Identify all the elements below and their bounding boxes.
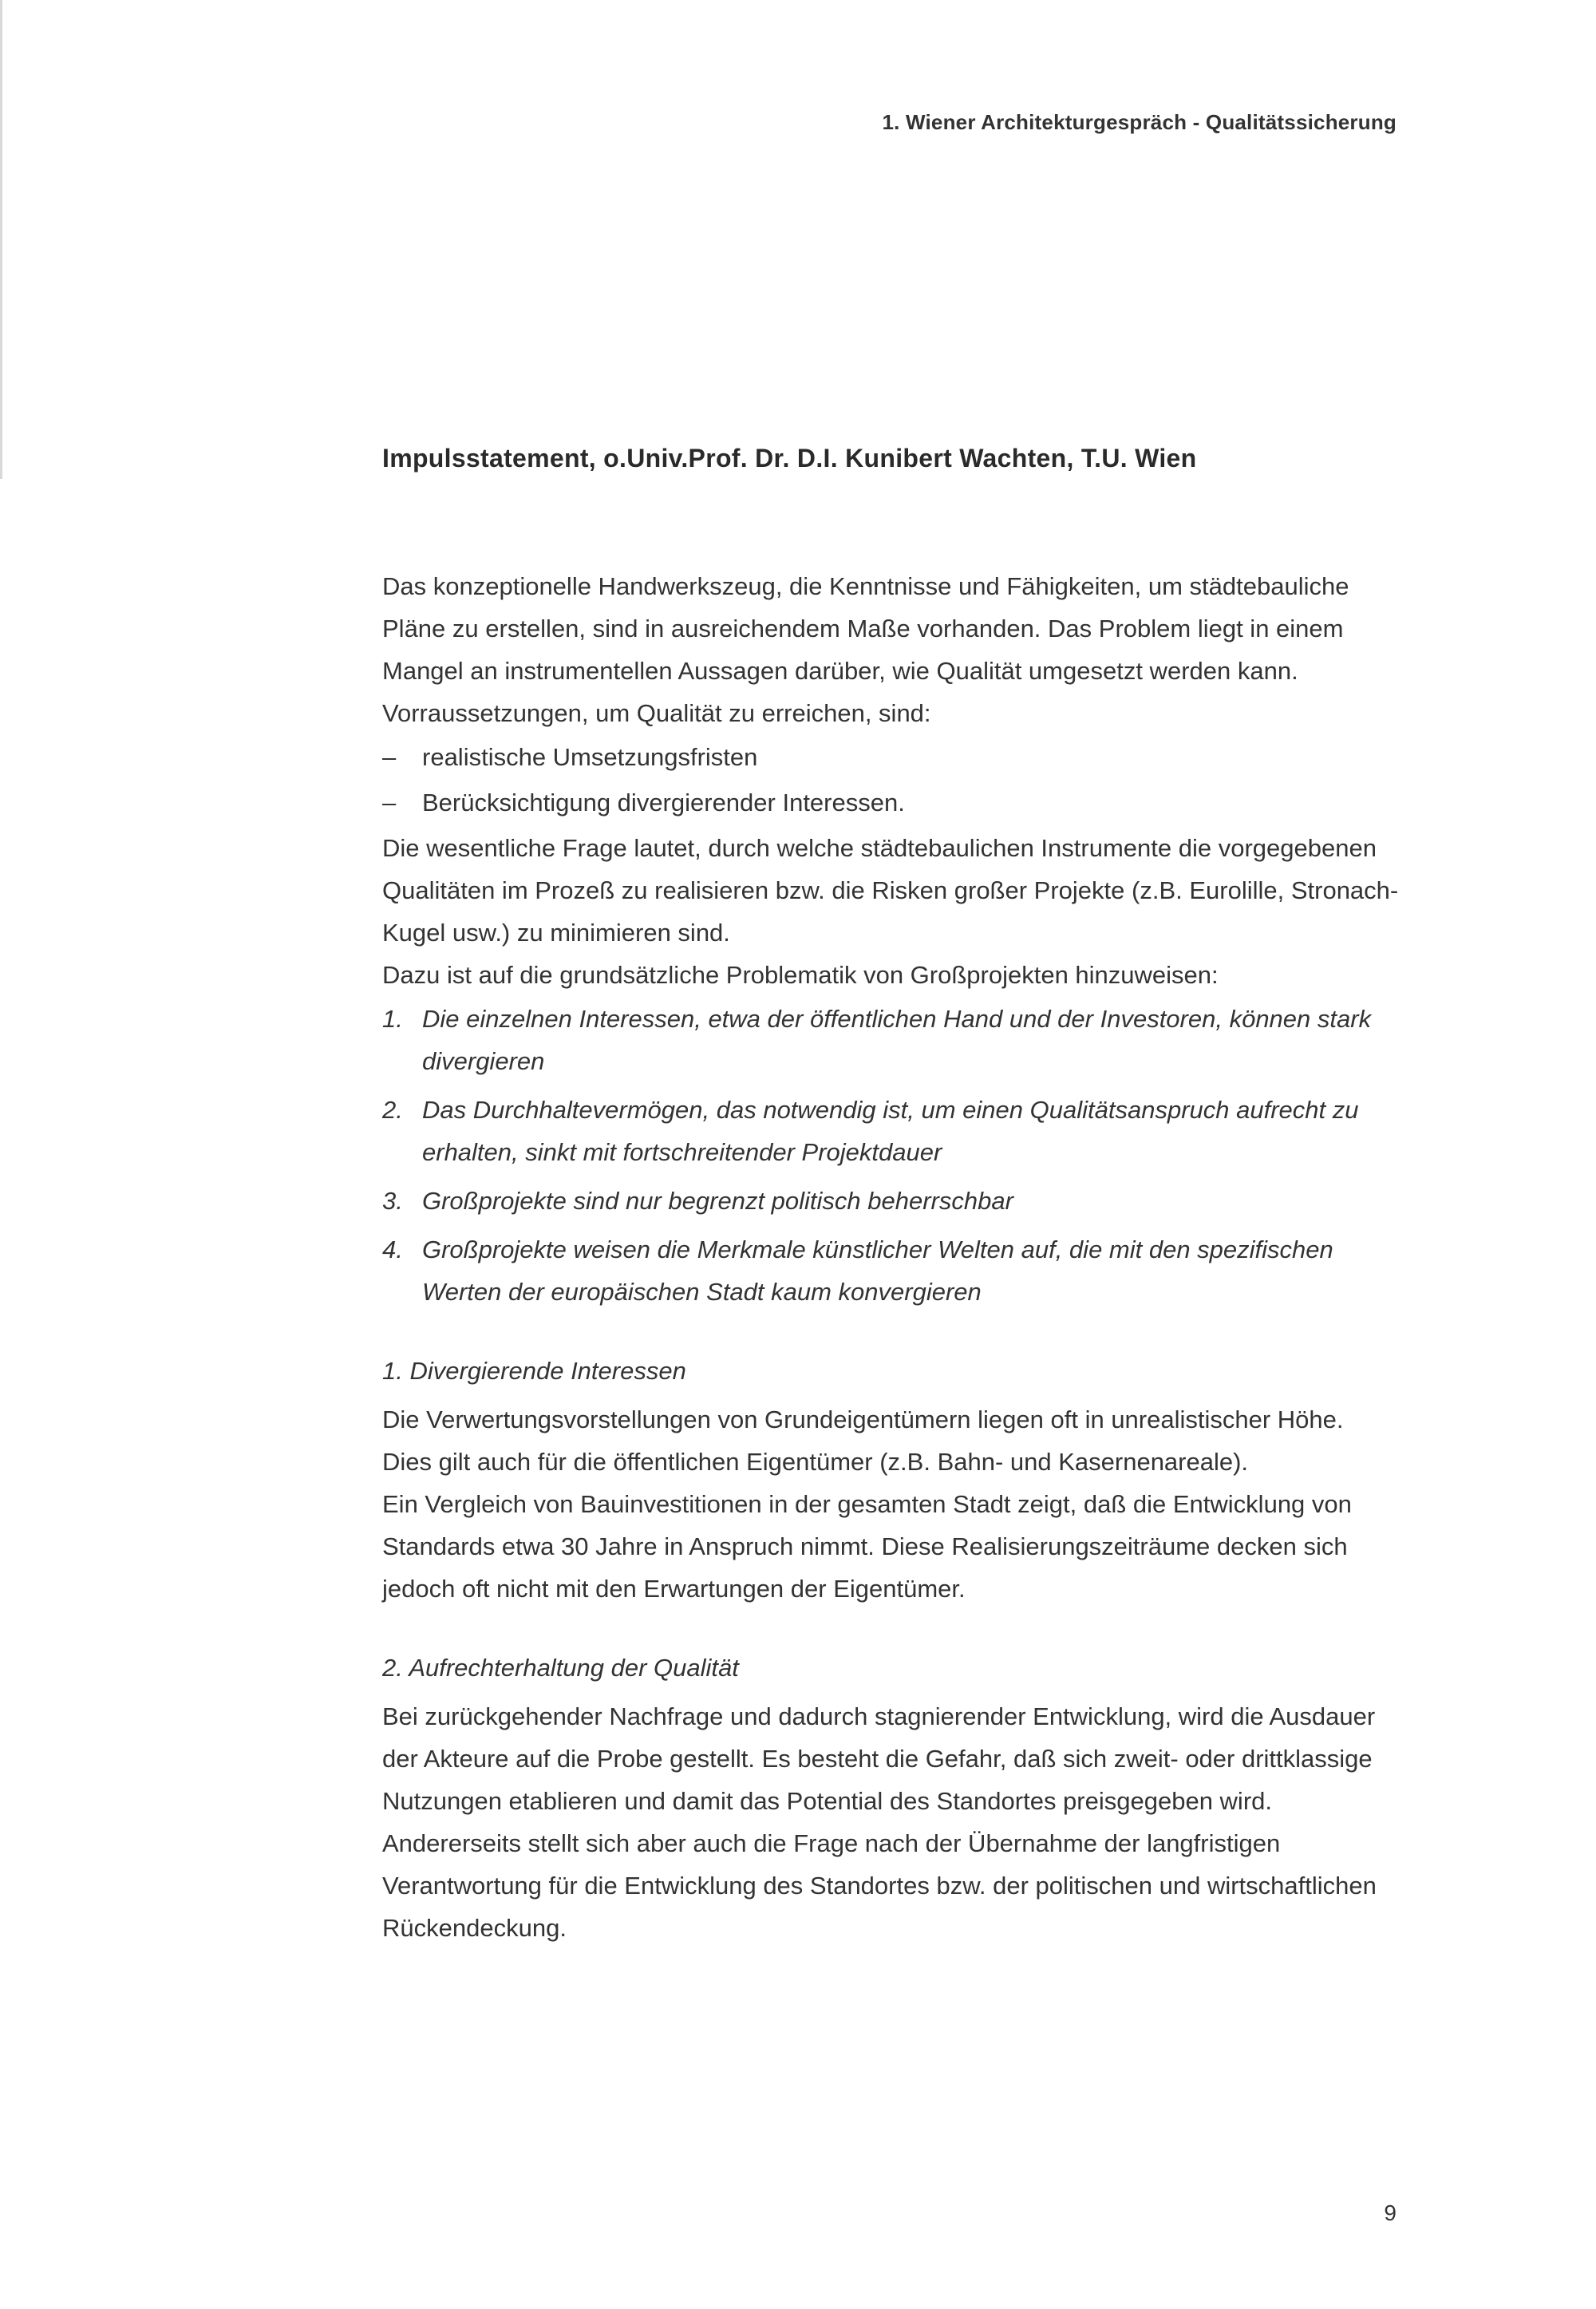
problems-list xyxy=(382,998,1400,1313)
list-item xyxy=(382,1228,1400,1313)
section-1-heading: 1. Divergierende Interessen xyxy=(382,1357,686,1385)
prerequisites-list xyxy=(382,736,1400,824)
list-item-number: 1. xyxy=(382,1005,403,1033)
list-item-number: 3. xyxy=(382,1187,403,1215)
list-item-number: 2. xyxy=(382,1096,403,1124)
document-title: Impulsstatement, o.Univ.Prof. Dr. D.I. Kunibert Wachten, T.U. Wien xyxy=(382,444,1197,472)
list-item-text: Die einzelnen Interessen, etwa der öffentlichen Hand und der Investoren, können stark divergieren xyxy=(422,1005,1372,1075)
section-2-paragraph-1: Bei zurückgehender Nachfrage und dadurch stagnierender Entwicklung, wird die Ausdauer der Akteure auf die Probe gestellt. Es besteht die Gefahr, daß sich zweit- oder drittklassige Nutzungen etablieren und damit das Potential des Standortes preisgegeben wird. xyxy=(382,1702,1376,1815)
list-item-text: Großprojekte weisen die Merkmale künstlicher Welten auf, die mit den spezifischen Werten der europäischen Stadt kaum konvergieren xyxy=(422,1236,1333,1306)
section-2-paragraph-2: Andererseits stellt sich aber auch die Frage nach der Übernahme der langfristigen Verantwortung für die Entwicklung des Standortes bzw. der politischen und wirtschaftlichen Rückendeckung. xyxy=(382,1829,1377,1942)
intro-paragraph-1: Das konzeptionelle Handwerkszeug, die Kenntnisse und Fähigkeiten, um städtebauliche Pläne zu erstellen, sind in ausreichendem Maße vorhanden. Das Problem liegt in einem Mangel an instrumentellen Aussagen darüber, wie Qualität umgesetzt werden kann. xyxy=(382,572,1349,685)
dash-bullet: – xyxy=(382,743,397,771)
document-body xyxy=(382,565,1400,1949)
section-2-heading: 2. Aufrechterhaltung der Qualität xyxy=(382,1654,739,1682)
section-1-paragraph-1: Die Verwertungsvorstellungen von Grundeigentümern liegen oft in unrealistischer Höhe. Dies gilt auch für die öffentlichen Eigentümer (z.B. Bahn- und Kasernenareale). xyxy=(382,1406,1344,1476)
list-item-text: Das Durchhaltevermögen, das notwendig ist, um einen Qualitätsanspruch aufrecht zu erhalten, sinkt mit fortschreitender Projektdauer xyxy=(422,1096,1359,1166)
dash-bullet: – xyxy=(382,789,397,816)
list-item-text: realistische Umsetzungsfristen xyxy=(422,743,758,771)
list-item-text: Großprojekte sind nur begrenzt politisch beherrschbar xyxy=(422,1187,1013,1215)
intro-paragraph-2: Vorraussetzungen, um Qualität zu erreichen, sind: xyxy=(382,699,931,727)
list-item xyxy=(382,736,1400,778)
list-item-text: Berücksichtigung divergierender Interessen. xyxy=(422,789,905,816)
list-item xyxy=(382,998,1400,1082)
list-item xyxy=(382,781,1400,824)
running-header: 1. Wiener Architekturgespräch - Qualitätssicherung xyxy=(882,110,1396,134)
section-1-paragraph-2: Ein Vergleich von Bauinvestitionen in der gesamten Stadt zeigt, daß die Entwicklung von Standards etwa 30 Jahre in Anspruch nimmt. Diese Realisierungszeiträume decken sich jedoch oft nicht mit den Erwartungen der Eigentümer. xyxy=(382,1490,1352,1603)
list-item xyxy=(382,1089,1400,1173)
page-number: 9 xyxy=(1384,2200,1396,2225)
list-item xyxy=(382,1180,1400,1222)
scan-edge-mark xyxy=(0,0,2,479)
intro-paragraph-4: Dazu ist auf die grundsätzliche Problematik von Großprojekten hinzuweisen: xyxy=(382,961,1219,989)
intro-paragraph-3: Die wesentliche Frage lautet, durch welche städtebaulichen Instrumente die vorgegebenen Qualitäten im Prozeß zu realisieren bzw. die Risken großer Projekte (z.B. Eurolille, Stronach-Kugel usw.) zu minimieren sind. xyxy=(382,834,1399,947)
list-item-number: 4. xyxy=(382,1236,403,1263)
